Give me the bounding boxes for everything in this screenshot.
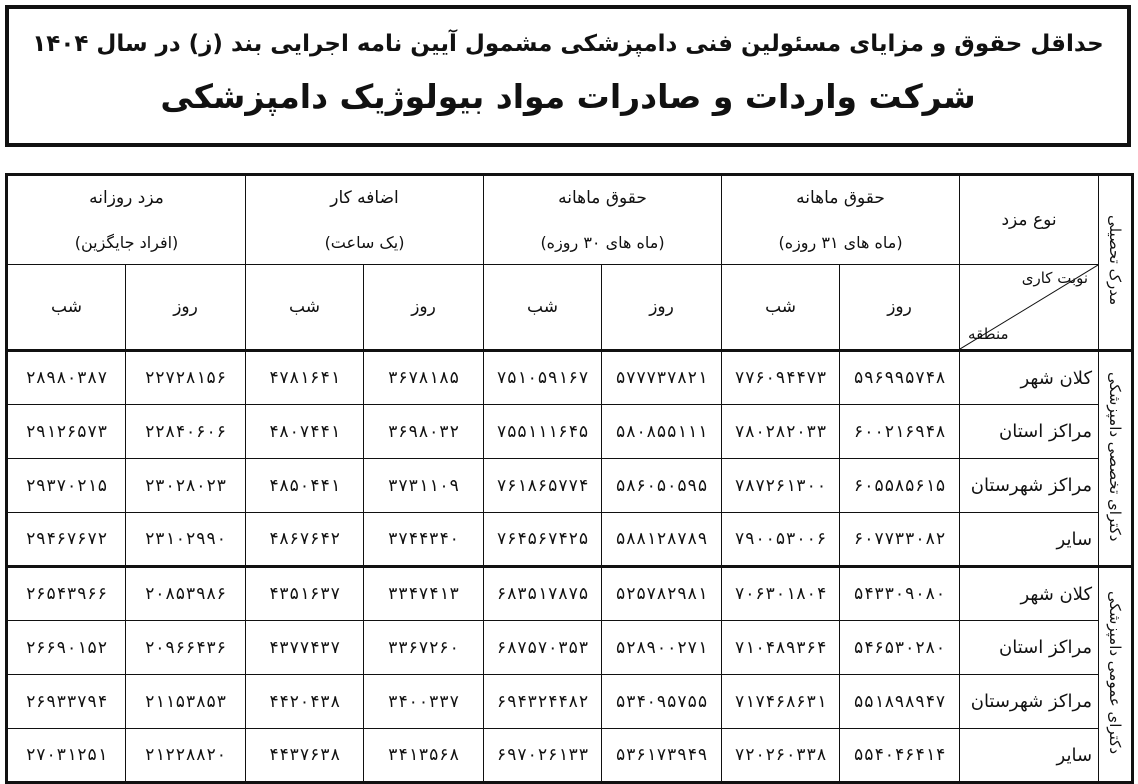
region-cell: مراکز شهرستان bbox=[960, 675, 1099, 729]
value-cell: ۶۰۵۵۸۵۶۱۵ bbox=[840, 459, 960, 513]
value-cell: ۵۴۶۵۳۰۲۸۰ bbox=[840, 621, 960, 675]
value-cell: ۵۴۳۳۰۹۰۸۰ bbox=[840, 567, 960, 621]
region-cell: مراکز شهرستان bbox=[960, 459, 1099, 513]
value-cell: ۵۸۶۰۵۰۵۹۵ bbox=[602, 459, 722, 513]
value-cell: ۵۵۴۰۴۶۴۱۴ bbox=[840, 729, 960, 783]
group-sub-31-day: (ماه های ۳۱ روزه) bbox=[722, 221, 960, 265]
value-cell: ۵۲۸۹۰۰۲۷۱ bbox=[602, 621, 722, 675]
value-cell: ۷۱۰۴۸۹۳۶۴ bbox=[722, 621, 840, 675]
value-cell: ۴۸۰۷۴۴۱ bbox=[246, 405, 364, 459]
value-cell: ۴۳۵۱۶۳۷ bbox=[246, 567, 364, 621]
value-cell: ۶۰۰۲۱۶۹۴۸ bbox=[840, 405, 960, 459]
value-cell: ۵۳۴۰۹۵۷۵۵ bbox=[602, 675, 722, 729]
value-cell: ۲۷۰۳۱۲۵۱ bbox=[7, 729, 126, 783]
value-cell: ۷۸۷۲۶۱۳۰۰ bbox=[722, 459, 840, 513]
night-header: شب bbox=[722, 265, 840, 351]
value-cell: ۵۲۵۷۸۲۹۸۱ bbox=[602, 567, 722, 621]
night-header: شب bbox=[484, 265, 602, 351]
day-header: روز bbox=[364, 265, 484, 351]
value-cell: ۶۰۷۷۳۳۰۸۲ bbox=[840, 513, 960, 567]
shift-region-cell bbox=[960, 265, 1099, 351]
value-cell: ۳۴۱۳۵۶۸ bbox=[364, 729, 484, 783]
value-cell: ۴۴۲۰۴۳۸ bbox=[246, 675, 364, 729]
group-header-overtime: اضافه کار bbox=[246, 175, 484, 221]
region-cell: کلان شهر bbox=[960, 351, 1099, 405]
degree-specialized: دکترای تخصصی دامپزشکی bbox=[1099, 351, 1133, 567]
value-cell: ۷۰۶۳۰۱۸۰۴ bbox=[722, 567, 840, 621]
value-cell: ۲۶۶۹۰۱۵۲ bbox=[7, 621, 126, 675]
value-cell: ۳۶۹۸۰۳۲ bbox=[364, 405, 484, 459]
table-row bbox=[7, 675, 1133, 729]
value-cell: ۳۳۴۷۴۱۳ bbox=[364, 567, 484, 621]
table-row bbox=[7, 405, 1133, 459]
value-cell: ۴۳۷۷۴۳۷ bbox=[246, 621, 364, 675]
table-row bbox=[7, 729, 1133, 783]
value-cell: ۳۶۷۸۱۸۵ bbox=[364, 351, 484, 405]
table-row bbox=[7, 621, 1133, 675]
value-cell: ۲۹۴۶۷۶۷۲ bbox=[7, 513, 126, 567]
value-cell: ۲۰۸۵۳۹۸۶ bbox=[126, 567, 246, 621]
table-row bbox=[7, 351, 1133, 405]
value-cell: ۴۸۶۷۶۴۲ bbox=[246, 513, 364, 567]
region-cell: سایر bbox=[960, 513, 1099, 567]
value-cell: ۶۹۷۰۲۶۱۳۳ bbox=[484, 729, 602, 783]
region-cell: مراکز استان bbox=[960, 621, 1099, 675]
page-subtitle: حداقل حقوق و مزایای مسئولین فنی دامپزشکی مشمول آیین نامه اجرایی بند (ز) در سال ۱۴۰۴ bbox=[32, 31, 1104, 57]
day-header: روز bbox=[840, 265, 960, 351]
value-cell: ۶۸۳۵۱۷۸۷۵ bbox=[484, 567, 602, 621]
value-cell: ۵۷۷۷۳۷۸۲۱ bbox=[602, 351, 722, 405]
group-sub-30-day: (ماه های ۳۰ روزه) bbox=[484, 221, 722, 265]
value-cell: ۷۵۱۰۵۹۱۶۷ bbox=[484, 351, 602, 405]
value-cell: ۲۹۳۷۰۲۱۵ bbox=[7, 459, 126, 513]
group-sub-overtime: (یک ساعت) bbox=[246, 221, 484, 265]
page-title: شرکت واردات و صادرات مواد بیولوژیک دامپزشکی bbox=[160, 77, 976, 116]
value-cell: ۳۷۴۴۳۴۰ bbox=[364, 513, 484, 567]
value-cell: ۶۹۴۳۲۴۴۸۲ bbox=[484, 675, 602, 729]
value-cell: ۵۸۰۸۵۵۱۱۱ bbox=[602, 405, 722, 459]
value-cell: ۴۴۳۷۶۳۸ bbox=[246, 729, 364, 783]
shift-label: نوبت کاری bbox=[1021, 269, 1089, 287]
value-cell: ۷۹۰۰۵۳۰۰۶ bbox=[722, 513, 840, 567]
salary-table bbox=[5, 173, 1134, 784]
region-cell: کلان شهر bbox=[960, 567, 1099, 621]
title-box bbox=[5, 5, 1131, 147]
value-cell: ۲۱۱۵۳۸۵۳ bbox=[126, 675, 246, 729]
degree-general: دکترای عمومی دامپزشکی bbox=[1099, 567, 1133, 783]
value-cell: ۲۶۵۴۳۹۶۶ bbox=[7, 567, 126, 621]
table-row bbox=[7, 459, 1133, 513]
group-header-30-day: حقوق ماهانه bbox=[484, 175, 722, 221]
group-sub-daily-wage: (افراد جایگزین) bbox=[7, 221, 246, 265]
value-cell: ۵۳۶۱۷۳۹۴۹ bbox=[602, 729, 722, 783]
group-header-31-day: حقوق ماهانه bbox=[722, 175, 960, 221]
value-cell: ۳۷۳۱۱۰۹ bbox=[364, 459, 484, 513]
value-cell: ۲۲۸۴۰۶۰۶ bbox=[126, 405, 246, 459]
day-header: روز bbox=[602, 265, 722, 351]
value-cell: ۴۸۵۰۴۴۱ bbox=[246, 459, 364, 513]
value-cell: ۲۹۱۲۶۵۷۳ bbox=[7, 405, 126, 459]
wage-type-header: نوع مزد bbox=[960, 175, 1099, 265]
table-row bbox=[7, 513, 1133, 567]
value-cell: ۷۲۰۲۶۰۳۳۸ bbox=[722, 729, 840, 783]
value-cell: ۲۱۲۲۸۸۲۰ bbox=[126, 729, 246, 783]
value-cell: ۷۶۱۸۶۵۷۷۴ bbox=[484, 459, 602, 513]
value-cell: ۴۷۸۱۶۴۱ bbox=[246, 351, 364, 405]
region-label: منطقه bbox=[968, 325, 1009, 343]
value-cell: ۷۶۴۵۶۷۴۲۵ bbox=[484, 513, 602, 567]
value-cell: ۲۸۹۸۰۳۸۷ bbox=[7, 351, 126, 405]
value-cell: ۷۱۷۴۶۸۶۳۱ bbox=[722, 675, 840, 729]
night-header: شب bbox=[7, 265, 126, 351]
value-cell: ۷۷۶۰۹۴۴۷۳ bbox=[722, 351, 840, 405]
value-cell: ۲۶۹۳۳۷۹۴ bbox=[7, 675, 126, 729]
table-row bbox=[7, 567, 1133, 621]
value-cell: ۲۳۱۰۲۹۹۰ bbox=[126, 513, 246, 567]
value-cell: ۳۴۰۰۳۳۷ bbox=[364, 675, 484, 729]
value-cell: ۵۹۶۹۹۵۷۴۸ bbox=[840, 351, 960, 405]
degree-header: مدرک تحصیلی bbox=[1099, 175, 1133, 351]
value-cell: ۲۲۷۲۸۱۵۶ bbox=[126, 351, 246, 405]
night-header: شب bbox=[246, 265, 364, 351]
value-cell: ۷۵۵۱۱۱۶۴۵ bbox=[484, 405, 602, 459]
value-cell: ۲۳۰۲۸۰۲۳ bbox=[126, 459, 246, 513]
value-cell: ۷۸۰۲۸۲۰۳۳ bbox=[722, 405, 840, 459]
region-cell: مراکز استان bbox=[960, 405, 1099, 459]
group-header-daily-wage: مزد روزانه bbox=[7, 175, 246, 221]
region-cell: سایر bbox=[960, 729, 1099, 783]
value-cell: ۵۸۸۱۲۸۷۸۹ bbox=[602, 513, 722, 567]
day-header: روز bbox=[126, 265, 246, 351]
value-cell: ۲۰۹۶۶۴۳۶ bbox=[126, 621, 246, 675]
value-cell: ۵۵۱۸۹۸۹۴۷ bbox=[840, 675, 960, 729]
value-cell: ۶۸۷۵۷۰۳۵۳ bbox=[484, 621, 602, 675]
value-cell: ۳۳۶۷۲۶۰ bbox=[364, 621, 484, 675]
